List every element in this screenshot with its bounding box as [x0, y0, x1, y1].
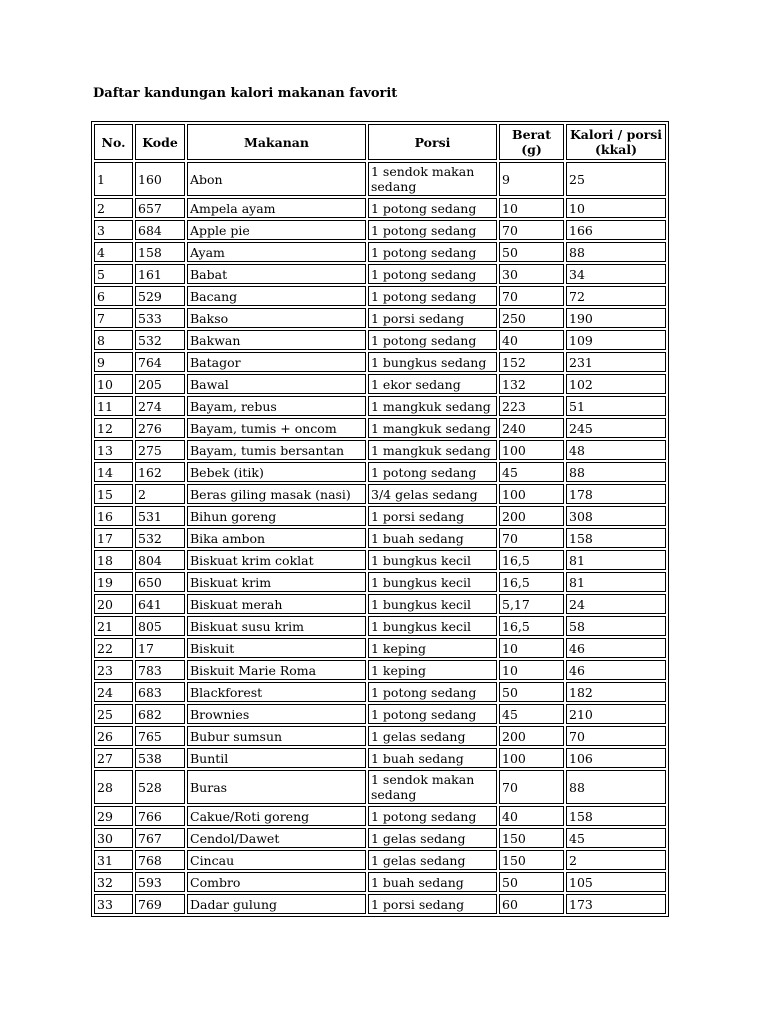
calorie-table — [91, 121, 669, 917]
cell-berat: 152 — [499, 352, 564, 372]
cell-porsi: 1 potong sedang — [368, 806, 497, 826]
cell-porsi: 1 potong sedang — [368, 264, 497, 284]
cell-no: 25 — [94, 704, 133, 724]
cell-no: 5 — [94, 264, 133, 284]
cell-kode: 529 — [135, 286, 185, 306]
cell-makanan: Bayam, rebus — [187, 396, 366, 416]
cell-makanan: Biskuat susu krim — [187, 616, 366, 636]
cell-porsi: 1 buah sedang — [368, 872, 497, 892]
cell-berat: 10 — [499, 638, 564, 658]
cell-berat: 223 — [499, 396, 564, 416]
cell-kalori: 178 — [566, 484, 666, 504]
cell-berat: 200 — [499, 726, 564, 746]
cell-makanan: Ampela ayam — [187, 198, 366, 218]
table-row — [94, 462, 666, 482]
cell-no: 19 — [94, 572, 133, 592]
cell-no: 15 — [94, 484, 133, 504]
cell-kalori: 24 — [566, 594, 666, 614]
cell-porsi: 1 mangkuk sedang — [368, 418, 497, 438]
cell-kalori: 106 — [566, 748, 666, 768]
cell-kode: 593 — [135, 872, 185, 892]
cell-no: 22 — [94, 638, 133, 658]
cell-berat: 9 — [499, 162, 564, 196]
table-row — [94, 894, 666, 914]
cell-kalori: 166 — [566, 220, 666, 240]
cell-kode: 684 — [135, 220, 185, 240]
cell-no: 7 — [94, 308, 133, 328]
cell-kode: 162 — [135, 462, 185, 482]
cell-no: 3 — [94, 220, 133, 240]
cell-kalori: 81 — [566, 550, 666, 570]
table-row — [94, 374, 666, 394]
cell-kode: 532 — [135, 330, 185, 350]
table-row — [94, 594, 666, 614]
cell-no: 9 — [94, 352, 133, 372]
cell-no: 17 — [94, 528, 133, 548]
table-row — [94, 506, 666, 526]
cell-porsi: 1 sendok makan sedang — [368, 770, 497, 804]
cell-kode: 533 — [135, 308, 185, 328]
cell-porsi: 1 potong sedang — [368, 220, 497, 240]
cell-kalori: 88 — [566, 242, 666, 262]
cell-berat: 70 — [499, 528, 564, 548]
cell-no: 33 — [94, 894, 133, 914]
header-kode: Kode — [135, 124, 185, 160]
cell-porsi: 1 potong sedang — [368, 286, 497, 306]
cell-berat: 45 — [499, 704, 564, 724]
cell-makanan: Biskuit — [187, 638, 366, 658]
cell-makanan: Biskuat merah — [187, 594, 366, 614]
cell-porsi: 1 mangkuk sedang — [368, 440, 497, 460]
table-row — [94, 264, 666, 284]
cell-porsi: 1 bungkus kecil — [368, 550, 497, 570]
cell-kalori: 182 — [566, 682, 666, 702]
cell-no: 24 — [94, 682, 133, 702]
cell-porsi: 1 bungkus kecil — [368, 616, 497, 636]
cell-no: 1 — [94, 162, 133, 196]
cell-no: 28 — [94, 770, 133, 804]
cell-kalori: 88 — [566, 770, 666, 804]
cell-kalori: 158 — [566, 806, 666, 826]
table-row — [94, 872, 666, 892]
cell-no: 20 — [94, 594, 133, 614]
document-title: Daftar kandungan kalori makanan favorit — [93, 86, 398, 101]
cell-makanan: Biskuat krim — [187, 572, 366, 592]
cell-makanan: Bawal — [187, 374, 366, 394]
table-row — [94, 352, 666, 372]
cell-porsi: 1 potong sedang — [368, 462, 497, 482]
cell-kalori: 231 — [566, 352, 666, 372]
cell-no: 6 — [94, 286, 133, 306]
cell-berat: 5,17 — [499, 594, 564, 614]
cell-no: 18 — [94, 550, 133, 570]
cell-makanan: Bakso — [187, 308, 366, 328]
cell-no: 12 — [94, 418, 133, 438]
cell-no: 31 — [94, 850, 133, 870]
cell-kalori: 81 — [566, 572, 666, 592]
cell-makanan: Cakue/Roti goreng — [187, 806, 366, 826]
cell-kode: 2 — [135, 484, 185, 504]
cell-porsi: 1 porsi sedang — [368, 308, 497, 328]
cell-kode: 764 — [135, 352, 185, 372]
cell-berat: 60 — [499, 894, 564, 914]
cell-kode: 161 — [135, 264, 185, 284]
cell-kalori: 88 — [566, 462, 666, 482]
cell-makanan: Buras — [187, 770, 366, 804]
cell-makanan: Combro — [187, 872, 366, 892]
header-berat: Berat (g) — [499, 124, 564, 160]
cell-kalori: 10 — [566, 198, 666, 218]
cell-berat: 50 — [499, 682, 564, 702]
cell-porsi: 1 keping — [368, 638, 497, 658]
cell-kode: 767 — [135, 828, 185, 848]
cell-berat: 200 — [499, 506, 564, 526]
cell-kalori: 173 — [566, 894, 666, 914]
cell-makanan: Cincau — [187, 850, 366, 870]
cell-kode: 276 — [135, 418, 185, 438]
cell-kalori: 46 — [566, 638, 666, 658]
cell-kode: 804 — [135, 550, 185, 570]
cell-berat: 16,5 — [499, 572, 564, 592]
cell-makanan: Cendol/Dawet — [187, 828, 366, 848]
table-row — [94, 726, 666, 746]
cell-kalori: 45 — [566, 828, 666, 848]
cell-porsi: 1 porsi sedang — [368, 506, 497, 526]
cell-porsi: 1 mangkuk sedang — [368, 396, 497, 416]
cell-kalori: 2 — [566, 850, 666, 870]
cell-porsi: 1 bungkus sedang — [368, 352, 497, 372]
cell-porsi: 1 potong sedang — [368, 330, 497, 350]
cell-berat: 100 — [499, 484, 564, 504]
table-header-row — [94, 124, 666, 160]
cell-no: 10 — [94, 374, 133, 394]
cell-kode: 205 — [135, 374, 185, 394]
table-row — [94, 198, 666, 218]
cell-porsi: 1 gelas sedang — [368, 828, 497, 848]
cell-porsi: 1 porsi sedang — [368, 894, 497, 914]
cell-kode: 641 — [135, 594, 185, 614]
table-row — [94, 242, 666, 262]
cell-makanan: Bubur sumsun — [187, 726, 366, 746]
cell-no: 32 — [94, 872, 133, 892]
cell-no: 26 — [94, 726, 133, 746]
cell-porsi: 1 keping — [368, 660, 497, 680]
table-row — [94, 528, 666, 548]
cell-makanan: Batagor — [187, 352, 366, 372]
table-row — [94, 748, 666, 768]
cell-porsi: 1 potong sedang — [368, 198, 497, 218]
cell-porsi: 1 sendok makan sedang — [368, 162, 497, 196]
cell-makanan: Apple pie — [187, 220, 366, 240]
cell-kode: 160 — [135, 162, 185, 196]
cell-kalori: 25 — [566, 162, 666, 196]
cell-makanan: Biskuit Marie Roma — [187, 660, 366, 680]
cell-no: 4 — [94, 242, 133, 262]
cell-kalori: 34 — [566, 264, 666, 284]
cell-berat: 40 — [499, 330, 564, 350]
table-row — [94, 330, 666, 350]
cell-porsi: 1 gelas sedang — [368, 850, 497, 870]
cell-no: 11 — [94, 396, 133, 416]
cell-makanan: Babat — [187, 264, 366, 284]
cell-berat: 10 — [499, 660, 564, 680]
table-row — [94, 682, 666, 702]
cell-kalori: 48 — [566, 440, 666, 460]
cell-no: 27 — [94, 748, 133, 768]
cell-berat: 70 — [499, 286, 564, 306]
cell-no: 2 — [94, 198, 133, 218]
cell-kode: 657 — [135, 198, 185, 218]
table-row — [94, 704, 666, 724]
cell-porsi: 1 potong sedang — [368, 704, 497, 724]
cell-porsi: 1 potong sedang — [368, 242, 497, 262]
cell-no: 13 — [94, 440, 133, 460]
cell-berat: 240 — [499, 418, 564, 438]
cell-kode: 274 — [135, 396, 185, 416]
cell-porsi: 1 bungkus kecil — [368, 572, 497, 592]
table-row — [94, 308, 666, 328]
cell-makanan: Bika ambon — [187, 528, 366, 548]
cell-kalori: 70 — [566, 726, 666, 746]
table-row — [94, 484, 666, 504]
cell-no: 21 — [94, 616, 133, 636]
cell-kode: 275 — [135, 440, 185, 460]
table-row — [94, 616, 666, 636]
cell-berat: 100 — [499, 440, 564, 460]
cell-kode: 683 — [135, 682, 185, 702]
table-row — [94, 828, 666, 848]
cell-berat: 250 — [499, 308, 564, 328]
header-kalori: Kalori / porsi (kkal) — [566, 124, 666, 160]
cell-kode: 783 — [135, 660, 185, 680]
cell-kalori: 190 — [566, 308, 666, 328]
cell-kode: 17 — [135, 638, 185, 658]
cell-berat: 100 — [499, 748, 564, 768]
cell-kode: 650 — [135, 572, 185, 592]
cell-no: 23 — [94, 660, 133, 680]
cell-makanan: Bacang — [187, 286, 366, 306]
cell-porsi: 1 bungkus kecil — [368, 594, 497, 614]
cell-makanan: Bebek (itik) — [187, 462, 366, 482]
cell-porsi: 1 potong sedang — [368, 682, 497, 702]
cell-kode: 765 — [135, 726, 185, 746]
cell-makanan: Beras giling masak (nasi) — [187, 484, 366, 504]
cell-porsi: 1 gelas sedang — [368, 726, 497, 746]
table-row — [94, 572, 666, 592]
cell-kode: 766 — [135, 806, 185, 826]
cell-no: 8 — [94, 330, 133, 350]
cell-makanan: Blackforest — [187, 682, 366, 702]
table-row — [94, 806, 666, 826]
cell-kode: 768 — [135, 850, 185, 870]
cell-makanan: Bayam, tumis + oncom — [187, 418, 366, 438]
cell-berat: 10 — [499, 198, 564, 218]
cell-kalori: 308 — [566, 506, 666, 526]
cell-berat: 45 — [499, 462, 564, 482]
cell-kalori: 109 — [566, 330, 666, 350]
cell-porsi: 1 buah sedang — [368, 528, 497, 548]
cell-berat: 70 — [499, 220, 564, 240]
cell-kode: 769 — [135, 894, 185, 914]
cell-makanan: Bihun goreng — [187, 506, 366, 526]
table-row — [94, 660, 666, 680]
cell-porsi: 3/4 gelas sedang — [368, 484, 497, 504]
cell-kode: 528 — [135, 770, 185, 804]
cell-kalori: 105 — [566, 872, 666, 892]
cell-makanan: Bayam, tumis bersantan — [187, 440, 366, 460]
cell-kode: 531 — [135, 506, 185, 526]
cell-kalori: 51 — [566, 396, 666, 416]
header-porsi: Porsi — [368, 124, 497, 160]
cell-kode: 532 — [135, 528, 185, 548]
cell-berat: 150 — [499, 828, 564, 848]
table-row — [94, 396, 666, 416]
cell-kalori: 210 — [566, 704, 666, 724]
table-row — [94, 162, 666, 196]
cell-no: 14 — [94, 462, 133, 482]
cell-no: 30 — [94, 828, 133, 848]
header-makanan: Makanan — [187, 124, 366, 160]
cell-kode: 682 — [135, 704, 185, 724]
cell-kalori: 158 — [566, 528, 666, 548]
table-row — [94, 440, 666, 460]
cell-porsi: 1 buah sedang — [368, 748, 497, 768]
cell-berat: 132 — [499, 374, 564, 394]
cell-no: 16 — [94, 506, 133, 526]
cell-makanan: Biskuat krim coklat — [187, 550, 366, 570]
table-row — [94, 850, 666, 870]
cell-makanan: Ayam — [187, 242, 366, 262]
cell-makanan: Dadar gulung — [187, 894, 366, 914]
cell-makanan: Brownies — [187, 704, 366, 724]
cell-kalori: 46 — [566, 660, 666, 680]
table-row — [94, 770, 666, 804]
cell-kalori: 72 — [566, 286, 666, 306]
cell-no: 29 — [94, 806, 133, 826]
cell-berat: 16,5 — [499, 616, 564, 636]
cell-makanan: Bakwan — [187, 330, 366, 350]
cell-kode: 538 — [135, 748, 185, 768]
cell-makanan: Buntil — [187, 748, 366, 768]
cell-kalori: 102 — [566, 374, 666, 394]
cell-berat: 16,5 — [499, 550, 564, 570]
table-row — [94, 286, 666, 306]
cell-kalori: 245 — [566, 418, 666, 438]
cell-berat: 50 — [499, 872, 564, 892]
cell-kode: 805 — [135, 616, 185, 636]
table-row — [94, 220, 666, 240]
cell-berat: 40 — [499, 806, 564, 826]
cell-berat: 150 — [499, 850, 564, 870]
cell-kalori: 58 — [566, 616, 666, 636]
cell-berat: 70 — [499, 770, 564, 804]
cell-berat: 30 — [499, 264, 564, 284]
cell-kode: 158 — [135, 242, 185, 262]
table-row — [94, 418, 666, 438]
cell-berat: 50 — [499, 242, 564, 262]
header-no: No. — [94, 124, 133, 160]
cell-makanan: Abon — [187, 162, 366, 196]
table-row — [94, 550, 666, 570]
cell-porsi: 1 ekor sedang — [368, 374, 497, 394]
table-row — [94, 638, 666, 658]
